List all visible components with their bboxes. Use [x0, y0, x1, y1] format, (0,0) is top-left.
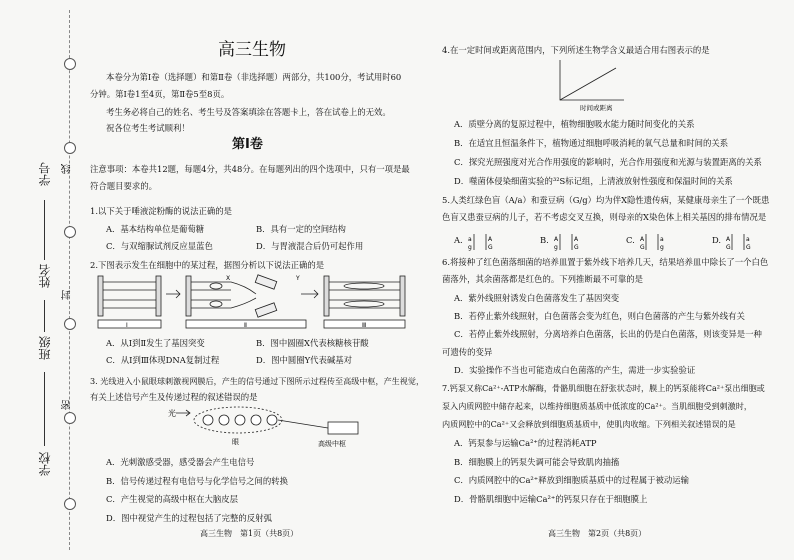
dna-replication-figure: [96, 272, 412, 332]
svg-text:A: A: [726, 236, 731, 243]
strand-bar: [156, 276, 161, 316]
svg-text:g: g: [468, 244, 472, 251]
class-fill-line: [44, 300, 45, 332]
q2-option-c: C．从Ⅰ到Ⅲ体现DNA复制过程: [106, 355, 220, 365]
center-box: [328, 422, 358, 434]
exam-title: 高三生物: [218, 40, 286, 60]
q5-option-label: B.: [540, 235, 549, 245]
q1-option-c: C．与双缩脲试剂反应显蓝色: [106, 241, 213, 251]
q4-option-a: A．质壁分离的复原过程中，植物细胞吸水能力随时间变化的关系: [454, 119, 695, 129]
q5-option-label: C.: [626, 235, 635, 245]
visual-pathway-figure: [168, 404, 378, 450]
q4-option-c: C．探究光照强度对光合作用强度的影响时，光合作用强度和光源与装置距离的关系: [454, 157, 762, 167]
q6-stem: 菌落外，其余菌落都是红色的。下列推断最不可靠的是: [442, 274, 643, 284]
notice-line: 注意事项：本卷共12题，每题4分，共48分。在每题列出的四个选项中，只有一项是最: [90, 164, 410, 174]
svg-text:G: G: [640, 244, 645, 251]
binding-strip: [0, 0, 82, 560]
q2-option-d: D．图中圆圈Y代表碱基对: [256, 355, 352, 365]
q2-stem: 2.下图表示发生在细胞中的某过程，据图分析以下说法正确的是: [90, 260, 325, 270]
name-fill-line: [44, 200, 45, 260]
q5-stem: 5.人类红绿色盲（A/a）和蚕豆病（G/g）均为伴X隐性遗传病，某健康母亲生了一个既患: [442, 195, 770, 205]
q4-option-b: B．在适宜且恒温条件下，植物通过细胞呼吸消耗的氧气总量和时间的关系: [454, 138, 729, 148]
intro-line: 本卷分为第Ⅰ卷（选择题）和第Ⅱ卷（非选择题）两部分，共100分，考试用时60: [106, 72, 402, 82]
id-label: 学号: [38, 162, 52, 186]
light-label: 光: [168, 409, 176, 418]
page-footer: 高三生物 第2页（共8页）: [548, 529, 647, 538]
circle-x-label: X: [226, 275, 231, 282]
seal-char: 封: [62, 290, 73, 300]
q3-option-b: B．信号传递过程有电信号与化学信号之间的转换: [106, 476, 289, 486]
stage-label: Ⅱ: [244, 322, 247, 329]
binding-hole: [64, 58, 76, 70]
class-label: 班级: [38, 336, 52, 360]
chromosome-c: [638, 232, 668, 252]
q4-stem: 4.在一定时间或距离范围内，下列所述生物学含义最适合用右图表示的是: [442, 45, 710, 55]
chromosome-a: [466, 232, 496, 252]
binding-hole: [64, 142, 76, 154]
q3-option-c: C．产生视觉的高级中枢在大脑皮层: [106, 494, 239, 504]
svg-text:a: a: [660, 236, 664, 243]
chromosome-b: [552, 232, 582, 252]
svg-text:a: a: [468, 236, 472, 243]
graph-xlabel: 时间或距离: [580, 104, 613, 112]
svg-text:G: G: [726, 244, 731, 251]
binding-hole: [64, 318, 76, 330]
svg-text:G: G: [746, 244, 751, 251]
binding-hole: [64, 412, 76, 424]
q7-stem: 内质网腔中的Ca²⁺又会释放到细胞质基质中，使肌肉收缩。下列相关叙述错误的是: [442, 419, 736, 429]
q3-stem: 3. 光线进入小鼠眼球刺激视网膜后，产生的信号通过下图所示过程传至高级中枢，产生视觉，: [90, 376, 425, 386]
q6-option-b: B．若停止紫外线照射，白色菌落会变为红色，则白色菌落的产生与紫外线有关: [454, 311, 745, 321]
q1-option-d: D．与胃液混合后仍可起作用: [256, 241, 364, 251]
q3-option-a: A．光刺激感受器，感受器会产生电信号: [106, 457, 255, 467]
center-label: 高级中枢: [318, 440, 346, 448]
right-page: [432, 0, 786, 560]
q6-option-a: A．紫外线照射诱发白色菌落发生了基因突变: [454, 293, 620, 303]
q3-stem: 有关上述信号产生及传递过程的叙述错误的是: [90, 392, 258, 402]
q3-option-d: D．图中视觉产生的过程包括了完整的反射弧: [106, 513, 272, 523]
svg-text:g: g: [660, 244, 664, 251]
stage-label: Ⅰ: [126, 322, 128, 329]
svg-text:a: a: [746, 236, 750, 243]
binding-dashed-line: [69, 10, 70, 550]
svg-text:A: A: [554, 236, 559, 243]
binding-hole: [64, 226, 76, 238]
page-footer: 高三生物 第1页（共8页）: [200, 529, 299, 538]
intro-line: 分钟。第Ⅰ卷1至4页，第Ⅱ卷5至8页。: [90, 89, 230, 99]
graph-line: [560, 68, 616, 100]
binding-hole: [64, 498, 76, 510]
q6-option-c: C．若停止紫外线照射，分离培养白色菌落，长出的仍是白色菌落，则该变异是一种: [454, 329, 762, 339]
q6-option-d: D．实验操作不当也可能造成白色菌落的产生，需进一步实验验证: [454, 365, 696, 375]
q4-option-d: D．噬菌体侵染细菌实验的³²S标记组，上清液放射性强度和保温时间的关系: [454, 176, 733, 186]
svg-text:G: G: [574, 244, 579, 251]
q2-option-b: B．图中圆圈X代表核糖核苷酸: [256, 338, 369, 348]
eye-label: 眼: [232, 438, 239, 446]
school-fill-line: [44, 372, 45, 446]
svg-text:G: G: [488, 244, 493, 251]
notice-line: 符合题目要求的。: [90, 181, 157, 191]
svg-text:A: A: [574, 236, 579, 243]
q7-option-a: A．钙泵参与运输Ca²⁺的过程消耗ATP: [454, 438, 597, 448]
svg-text:g: g: [554, 244, 558, 251]
stage-label: Ⅲ: [362, 322, 367, 329]
q1-stem: 1.以下关于唾液淀粉酶的说法正确的是: [90, 206, 232, 216]
q7-stem: 7.钙泵又称Ca²⁺-ATP水解酶，骨骼肌细胞在舒张状态时，膜上的钙泵能将Ca²⁺泵出细胞或: [442, 383, 765, 393]
q5-options: [454, 232, 784, 254]
q5-option-label: D.: [712, 235, 722, 245]
strand-bar: [98, 276, 103, 316]
q7-option-b: B．细胞膜上的钙泵失调可能会导致肌肉抽搐: [454, 457, 620, 467]
left-page: [84, 0, 424, 560]
circle-y-label: Y: [296, 275, 300, 282]
q7-option-d: D．骨骼肌细胞中运输Ca²⁺的钙泵只存在于细胞膜上: [454, 494, 648, 504]
chromosome-d: [724, 232, 754, 252]
name-label: 姓名: [38, 264, 52, 288]
seal-char: 密: [62, 400, 73, 410]
section-heading: 第Ⅰ卷: [232, 137, 263, 152]
q2-option-a: A．从Ⅰ到Ⅱ发生了基因突变: [106, 338, 205, 348]
q6-stem: 6.将接种了红色菌落细菌的培养皿置于紫外线下培养几天，结果培养皿中除长了一个白色: [442, 257, 769, 267]
q1-option-a: A．基本结构单位是葡萄糖: [106, 224, 205, 234]
q1-option-b: B．具有一定的空间结构: [256, 224, 346, 234]
school-label: 学校: [38, 452, 52, 476]
intro-line: 考生务必将自己的姓名、考生号及答案填涂在答题卡上，答在试卷上的无效。: [106, 107, 391, 117]
q7-stem: 泵入内质网腔中储存起来，以维持细胞质基质中低浓度的Ca²⁺。当肌细胞受到刺激时，: [442, 401, 752, 411]
q4-line-graph: [550, 56, 630, 112]
seal-char: 线: [62, 164, 73, 174]
q5-option-label: A.: [454, 235, 463, 245]
q7-option-c: C．内质网腔中的Ca²⁺释放到细胞质基质中的过程属于被动运输: [454, 475, 689, 485]
q5-stem: 色盲又患蚕豆病的儿子，若不考虑交叉互换，则母亲的X染色体上相关基因的排布情况是: [442, 212, 767, 222]
svg-text:A: A: [488, 236, 493, 243]
svg-text:A: A: [640, 236, 645, 243]
intro-line: 祝各位考生考试顺利！: [106, 123, 190, 133]
q6-option-c-cont: 可遗传的变异: [442, 347, 493, 357]
